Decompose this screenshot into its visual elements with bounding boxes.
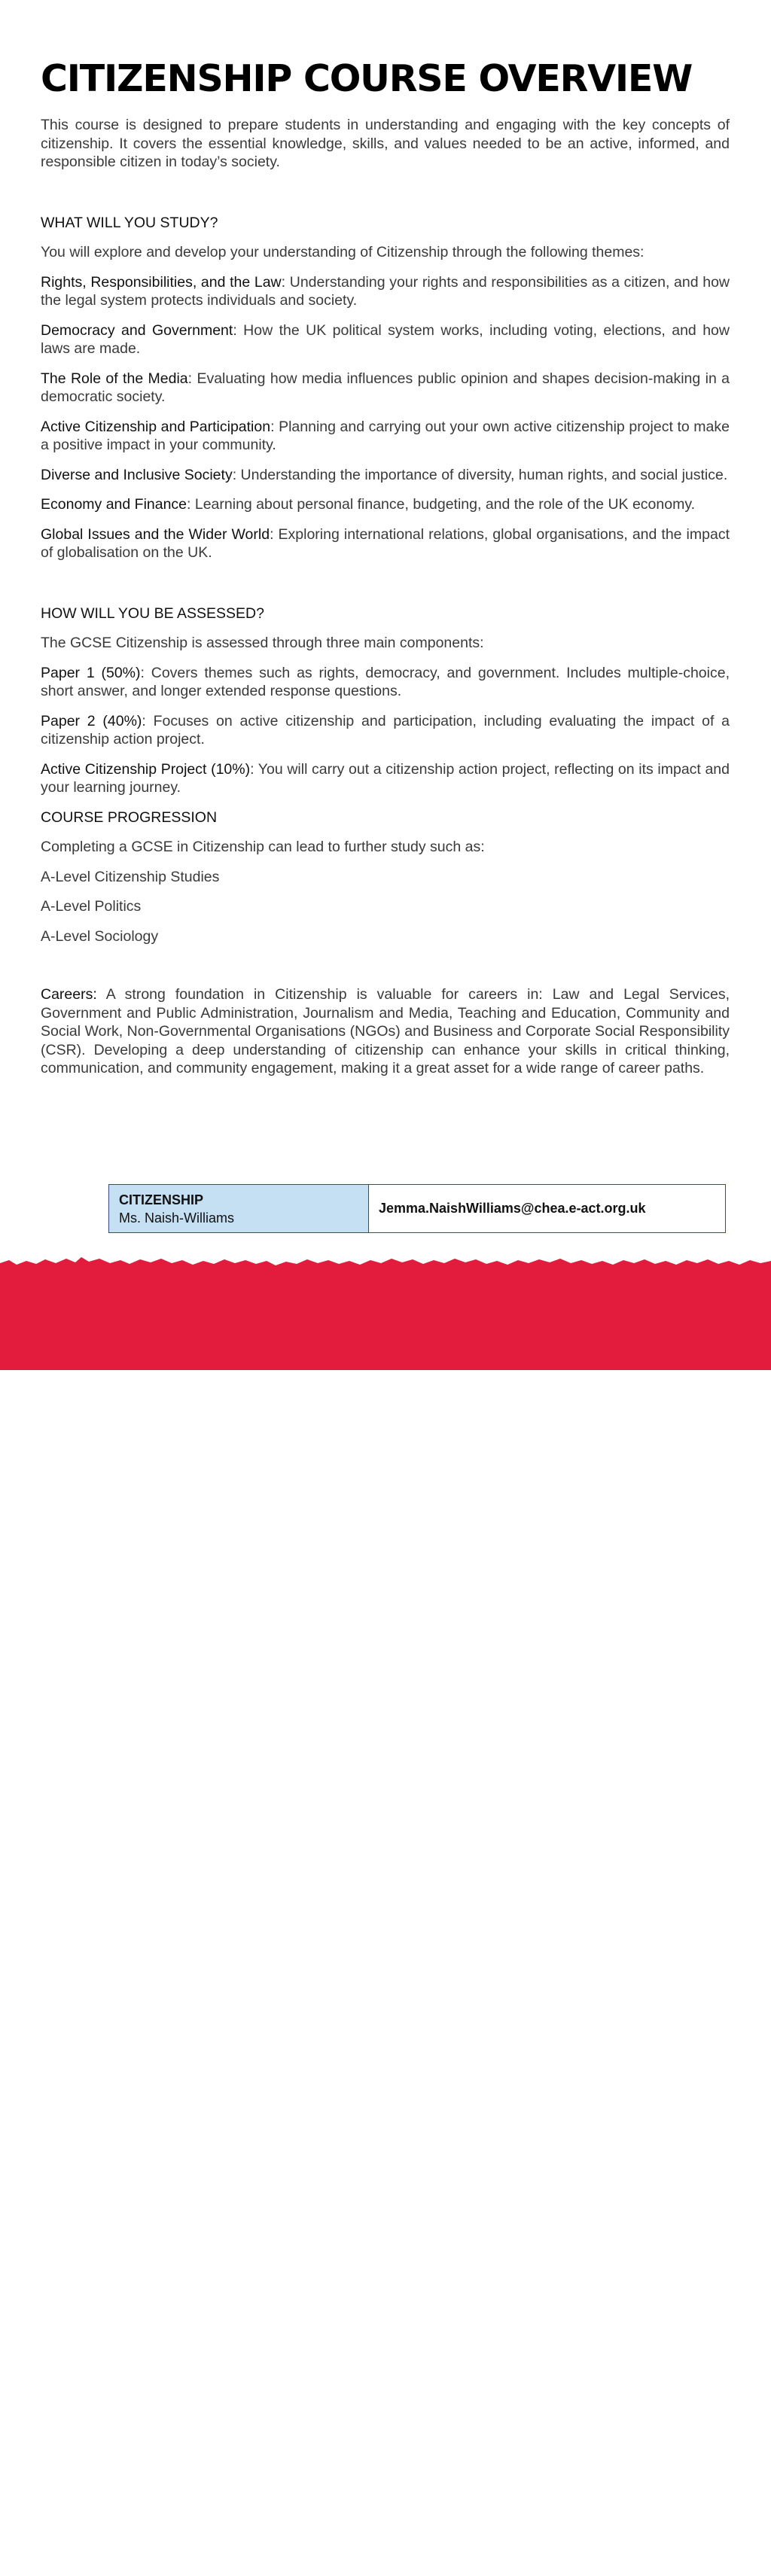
theme-desc: : How the UK political system works, including voting, elections, and how laws are made. <box>41 321 730 357</box>
theme-term: Economy and Finance <box>41 496 187 513</box>
contact-email[interactable]: Jemma.NaishWilliams@chea.e-act.org.uk <box>379 1201 646 1216</box>
careers-label: Careers: <box>41 986 97 1003</box>
assessment-component <box>41 760 730 797</box>
contact-table <box>108 1184 726 1233</box>
contact-subject: CITIZENSHIP <box>119 1192 204 1207</box>
component-term: Paper 1 (50%) <box>41 664 141 681</box>
theme-desc: : Understanding your rights and responsibilities as a citizen, and how the legal system protects individuals and society. <box>41 273 730 309</box>
footer-torn-edge-shape <box>0 1250 771 1370</box>
component-desc: : Focuses on active citizenship and participation, including evaluating the impact of a citizenship action project. <box>41 712 730 748</box>
progression-item: A-Level Politics <box>41 898 142 915</box>
study-theme <box>41 418 730 455</box>
progression-lead: Completing a GCSE in Citizenship can lead to further study such as: <box>41 839 485 855</box>
study-theme <box>41 321 730 358</box>
study-theme <box>41 370 730 406</box>
theme-term: The Role of the Media <box>41 370 188 387</box>
theme-desc: : Evaluating how media influences public opinion and shapes decision-making in a democratic society. <box>41 370 730 405</box>
page-title: CITIZENSHIP COURSE OVERVIEW <box>41 57 693 100</box>
theme-desc: : Understanding the importance of diversity, human rights, and social justice. <box>232 466 728 483</box>
component-term: Active Citizenship Project (10%) <box>41 760 251 778</box>
intro-paragraph: This course is designed to prepare students in understanding and engaging with the key concepts of citizenship. It covers the essential knowledge, skills, and values needed to be an active, informed, and responsible citizen in today’s society. <box>41 117 730 170</box>
theme-term: Global Issues and the Wider World <box>41 525 270 543</box>
theme-term: Diverse and Inclusive Society <box>41 466 233 483</box>
footer-band <box>0 1250 771 2575</box>
progression-heading: COURSE PROGRESSION <box>41 808 218 826</box>
theme-term: Rights, Responsibilities, and the Law <box>41 273 282 291</box>
component-desc: : Covers themes such as rights, democracy, and government. Includes multiple-choice, short answer, and longer extended response questions. <box>41 664 730 699</box>
footer-school-name: E-ACT CITY HEIGHTS ACADEMY <box>17 2560 224 2575</box>
assessment-component <box>41 712 730 749</box>
contact-subject-cell <box>109 1185 369 1232</box>
careers-paragraph <box>41 985 730 1078</box>
careers-text: A strong foundation in Citizenship is valuable for careers in: Law and Legal Services, Government and Public Administration, Journalism and Media, Teaching and Education, Community and Social Work, Non-Governmental Organisations (NGOs) and Business and Corporate Social Responsibility (CSR). Developing a deep understanding of citizenship can enhance your skills in critical thinking, communication, and community engagement, making it a great asset for a wide range of career paths. <box>41 986 730 1076</box>
progression-item: A-Level Sociology <box>41 927 159 945</box>
theme-term: Active Citizenship and Participation <box>41 418 271 435</box>
contact-email-cell <box>369 1185 725 1232</box>
study-theme <box>41 273 730 310</box>
component-desc: : You will carry out a citizenship action project, reflecting on its impact and your learning journey. <box>41 760 730 796</box>
body-text <box>41 116 730 1089</box>
study-theme <box>41 466 730 485</box>
footer-page-number: 17 <box>739 2559 754 2574</box>
study-heading: WHAT WILL YOU STUDY? <box>41 214 218 231</box>
contact-teacher: Ms. Naish-Williams <box>119 1210 234 1226</box>
theme-desc: : Learning about personal finance, budgeting, and the role of the UK economy. <box>187 496 696 513</box>
progression-item: A-Level Citizenship Studies <box>41 868 220 885</box>
assessment-component <box>41 664 730 701</box>
theme-term: Democracy and Government <box>41 321 233 339</box>
study-theme <box>41 525 730 562</box>
assessment-heading: HOW WILL YOU BE ASSESSED? <box>41 604 264 622</box>
study-lead: You will explore and develop your understanding of Citizenship through the following themes: <box>41 244 645 260</box>
study-theme <box>41 495 730 514</box>
component-term: Paper 2 (40%) <box>41 712 142 729</box>
assessment-lead: The GCSE Citizenship is assessed through three main components: <box>41 635 484 651</box>
theme-desc: : Planning and carrying out your own active citizenship project to make a positive impact in your community. <box>41 418 730 453</box>
theme-desc: : Exploring international relations, global organisations, and the impact of globalisation on the UK. <box>41 525 730 561</box>
